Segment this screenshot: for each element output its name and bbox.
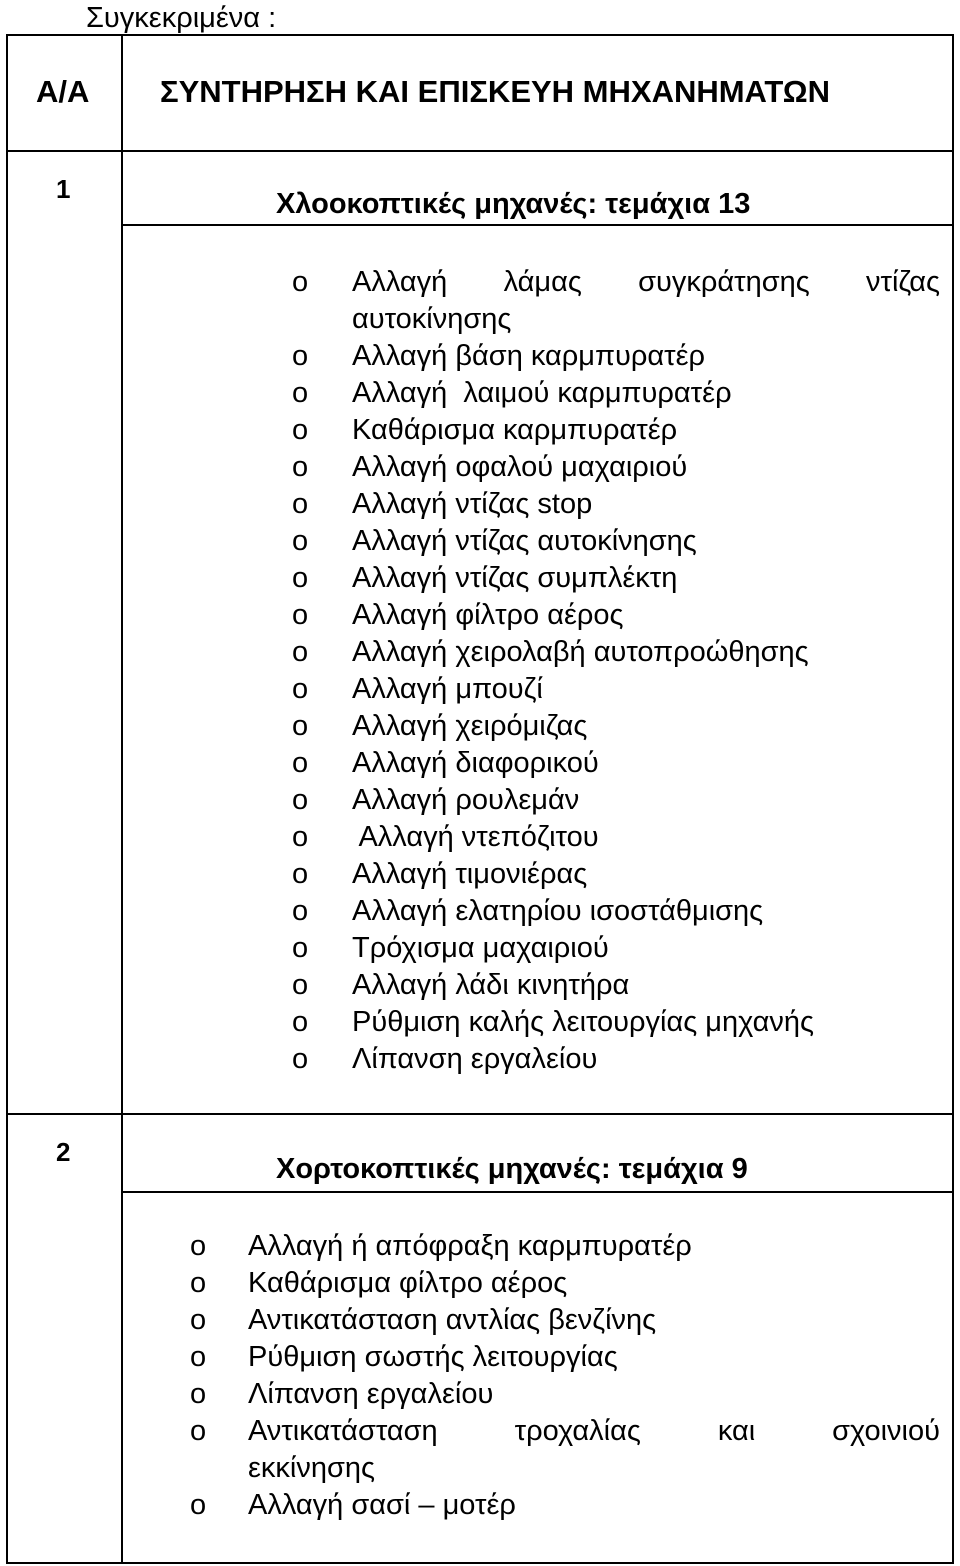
list-item (190, 1302, 940, 1339)
list-item-text: Αλλαγή λάδι κινητήρα (352, 969, 630, 1001)
bullet-icon: o (190, 1267, 207, 1299)
bullet-icon: o (190, 1230, 207, 1262)
bullet-icon: o (190, 1304, 207, 1336)
list-item-text: Τρόχισμα μαχαιριού (352, 932, 609, 964)
list-item-text: Αλλαγή λαιμού καρμπυρατέρ (352, 377, 732, 409)
list-item (292, 782, 940, 819)
list-item (292, 708, 940, 745)
bullet-icon: o (190, 1489, 207, 1521)
list-item-text: Αλλαγή ντεπόζιτου (352, 821, 599, 853)
section-number: 1 (56, 174, 71, 204)
list-item (292, 634, 940, 671)
list-item (292, 412, 940, 449)
bullet-icon: o (190, 1378, 207, 1410)
column-header-title: ΣΥΝΤΗΡΗΣΗ ΚΑΙ ΕΠΙΣΚΕΥΗ ΜΗΧΑΝΗΜΑΤΩΝ (160, 74, 830, 109)
bullet-icon: o (292, 599, 309, 631)
list-item-text: Αλλαγή βάση καρμπυρατέρ (352, 340, 706, 372)
bullet-icon: o (292, 414, 309, 446)
bullet-icon: o (292, 673, 309, 705)
section2-task-list (190, 1228, 940, 1524)
list-item (292, 1041, 940, 1078)
list-item-text: Αντικατάσταση αντλίας βενζίνης (248, 1304, 657, 1336)
list-item (292, 264, 940, 338)
section1-title-divider (121, 224, 954, 226)
bullet-icon: o (292, 932, 309, 964)
list-item-text: Αλλαγή φίλτρο αέρος (352, 599, 624, 631)
list-item (292, 597, 940, 634)
bullet-icon: o (292, 488, 309, 520)
section-number: 2 (56, 1137, 71, 1167)
list-item-text: Αλλαγή χειρολαβή αυτοπροώθησης (352, 636, 809, 668)
list-item (190, 1265, 940, 1302)
list-item-text: Λίπανση εργαλείου (352, 1043, 598, 1075)
list-item (292, 375, 940, 412)
section-title: Χορτοκοπτικές μηχανές: τεμάχια 9 (276, 1153, 748, 1185)
bullet-icon: o (292, 821, 309, 853)
list-item-text: Αλλαγή χειρόμιζας (352, 710, 588, 742)
table-border-right (952, 34, 954, 1564)
bullet-icon: o (292, 340, 309, 372)
list-item (292, 967, 940, 1004)
list-item-line2: αυτοκίνησης (352, 303, 512, 335)
bullet-icon: o (190, 1341, 207, 1373)
list-item (190, 1228, 940, 1265)
section-title: Χλοοκοπτικές μηχανές: τεμάχια 13 (276, 188, 751, 220)
list-item (292, 745, 940, 782)
bullet-icon: o (292, 636, 309, 668)
list-item-text: Ρύθμιση καλής λειτουργίας μηχανής (352, 1006, 814, 1038)
list-item-text: Αλλαγή τιμονιέρας (352, 858, 588, 890)
list-item (190, 1339, 940, 1376)
section-divider (6, 1113, 954, 1115)
list-item-text: Αλλαγή ντίζας stop (352, 488, 593, 520)
bullet-icon: o (292, 562, 309, 594)
list-item (292, 671, 940, 708)
list-item-text: Καθάρισμα καρμπυρατέρ (352, 414, 678, 446)
list-item-line1: Αλλαγή λάμας συγκράτησης ντίζας (352, 266, 940, 298)
bullet-icon: o (292, 858, 309, 890)
list-item (292, 486, 940, 523)
section1-task-list (292, 264, 940, 1078)
section2-title-divider (121, 1191, 954, 1193)
list-item (292, 560, 940, 597)
bullet-icon: o (292, 710, 309, 742)
list-item-text: Ρύθμιση σωστής λειτουργίας (248, 1341, 618, 1373)
header-row-divider (6, 150, 954, 152)
list-item-text: Αλλαγή μπουζί (352, 673, 543, 705)
list-item (292, 856, 940, 893)
bullet-icon: o (292, 451, 309, 483)
table-border-top (6, 34, 954, 36)
bullet-icon: o (292, 747, 309, 779)
list-item (292, 449, 940, 486)
list-item (190, 1413, 940, 1487)
list-item-text: Αλλαγή ελατηρίου ισοστάθμισης (352, 895, 764, 927)
list-item-text: Αλλαγή σασί – μοτέρ (248, 1489, 516, 1521)
bullet-icon: o (292, 377, 309, 409)
list-item-text: Αλλαγή ή απόφραξη καρμπυρατέρ (248, 1230, 692, 1262)
list-item-text: Αλλαγή διαφορικού (352, 747, 599, 779)
list-item (190, 1376, 940, 1413)
column-divider (121, 34, 123, 1564)
bullet-icon: o (292, 784, 309, 816)
list-item (292, 1004, 940, 1041)
list-item-line2: εκκίνησης (248, 1452, 376, 1484)
intro-text: Συγκεκριμένα : (86, 2, 277, 34)
bullet-icon: o (292, 266, 309, 298)
list-item-text: Λίπανση εργαλείου (248, 1378, 494, 1410)
list-item-text: Αλλαγή ντίζας συμπλέκτη (352, 562, 678, 594)
list-item (292, 930, 940, 967)
table-border-left (6, 34, 8, 1564)
bullet-icon: o (292, 1006, 309, 1038)
table-border-bottom (6, 1562, 954, 1564)
list-item (292, 523, 940, 560)
list-item-text: Αλλαγή ντίζας αυτοκίνησης (352, 525, 697, 557)
bullet-icon: o (292, 1043, 309, 1075)
list-item (292, 893, 940, 930)
bullet-icon: o (292, 969, 309, 1001)
list-item-text: Καθάρισμα φίλτρο αέρος (248, 1267, 568, 1299)
bullet-icon: o (292, 895, 309, 927)
column-header-aa: Α/Α (36, 74, 90, 109)
bullet-icon: o (190, 1415, 207, 1447)
list-item-line1: Αντικατάσταση τροχαλίας και σχοινιού (248, 1415, 940, 1447)
list-item (292, 819, 940, 856)
list-item-text: Αλλαγή ρουλεμάν (352, 784, 580, 816)
list-item (292, 338, 940, 375)
bullet-icon: o (292, 525, 309, 557)
list-item (190, 1487, 940, 1524)
list-item-text: Αλλαγή οφαλού μαχαιριού (352, 451, 688, 483)
